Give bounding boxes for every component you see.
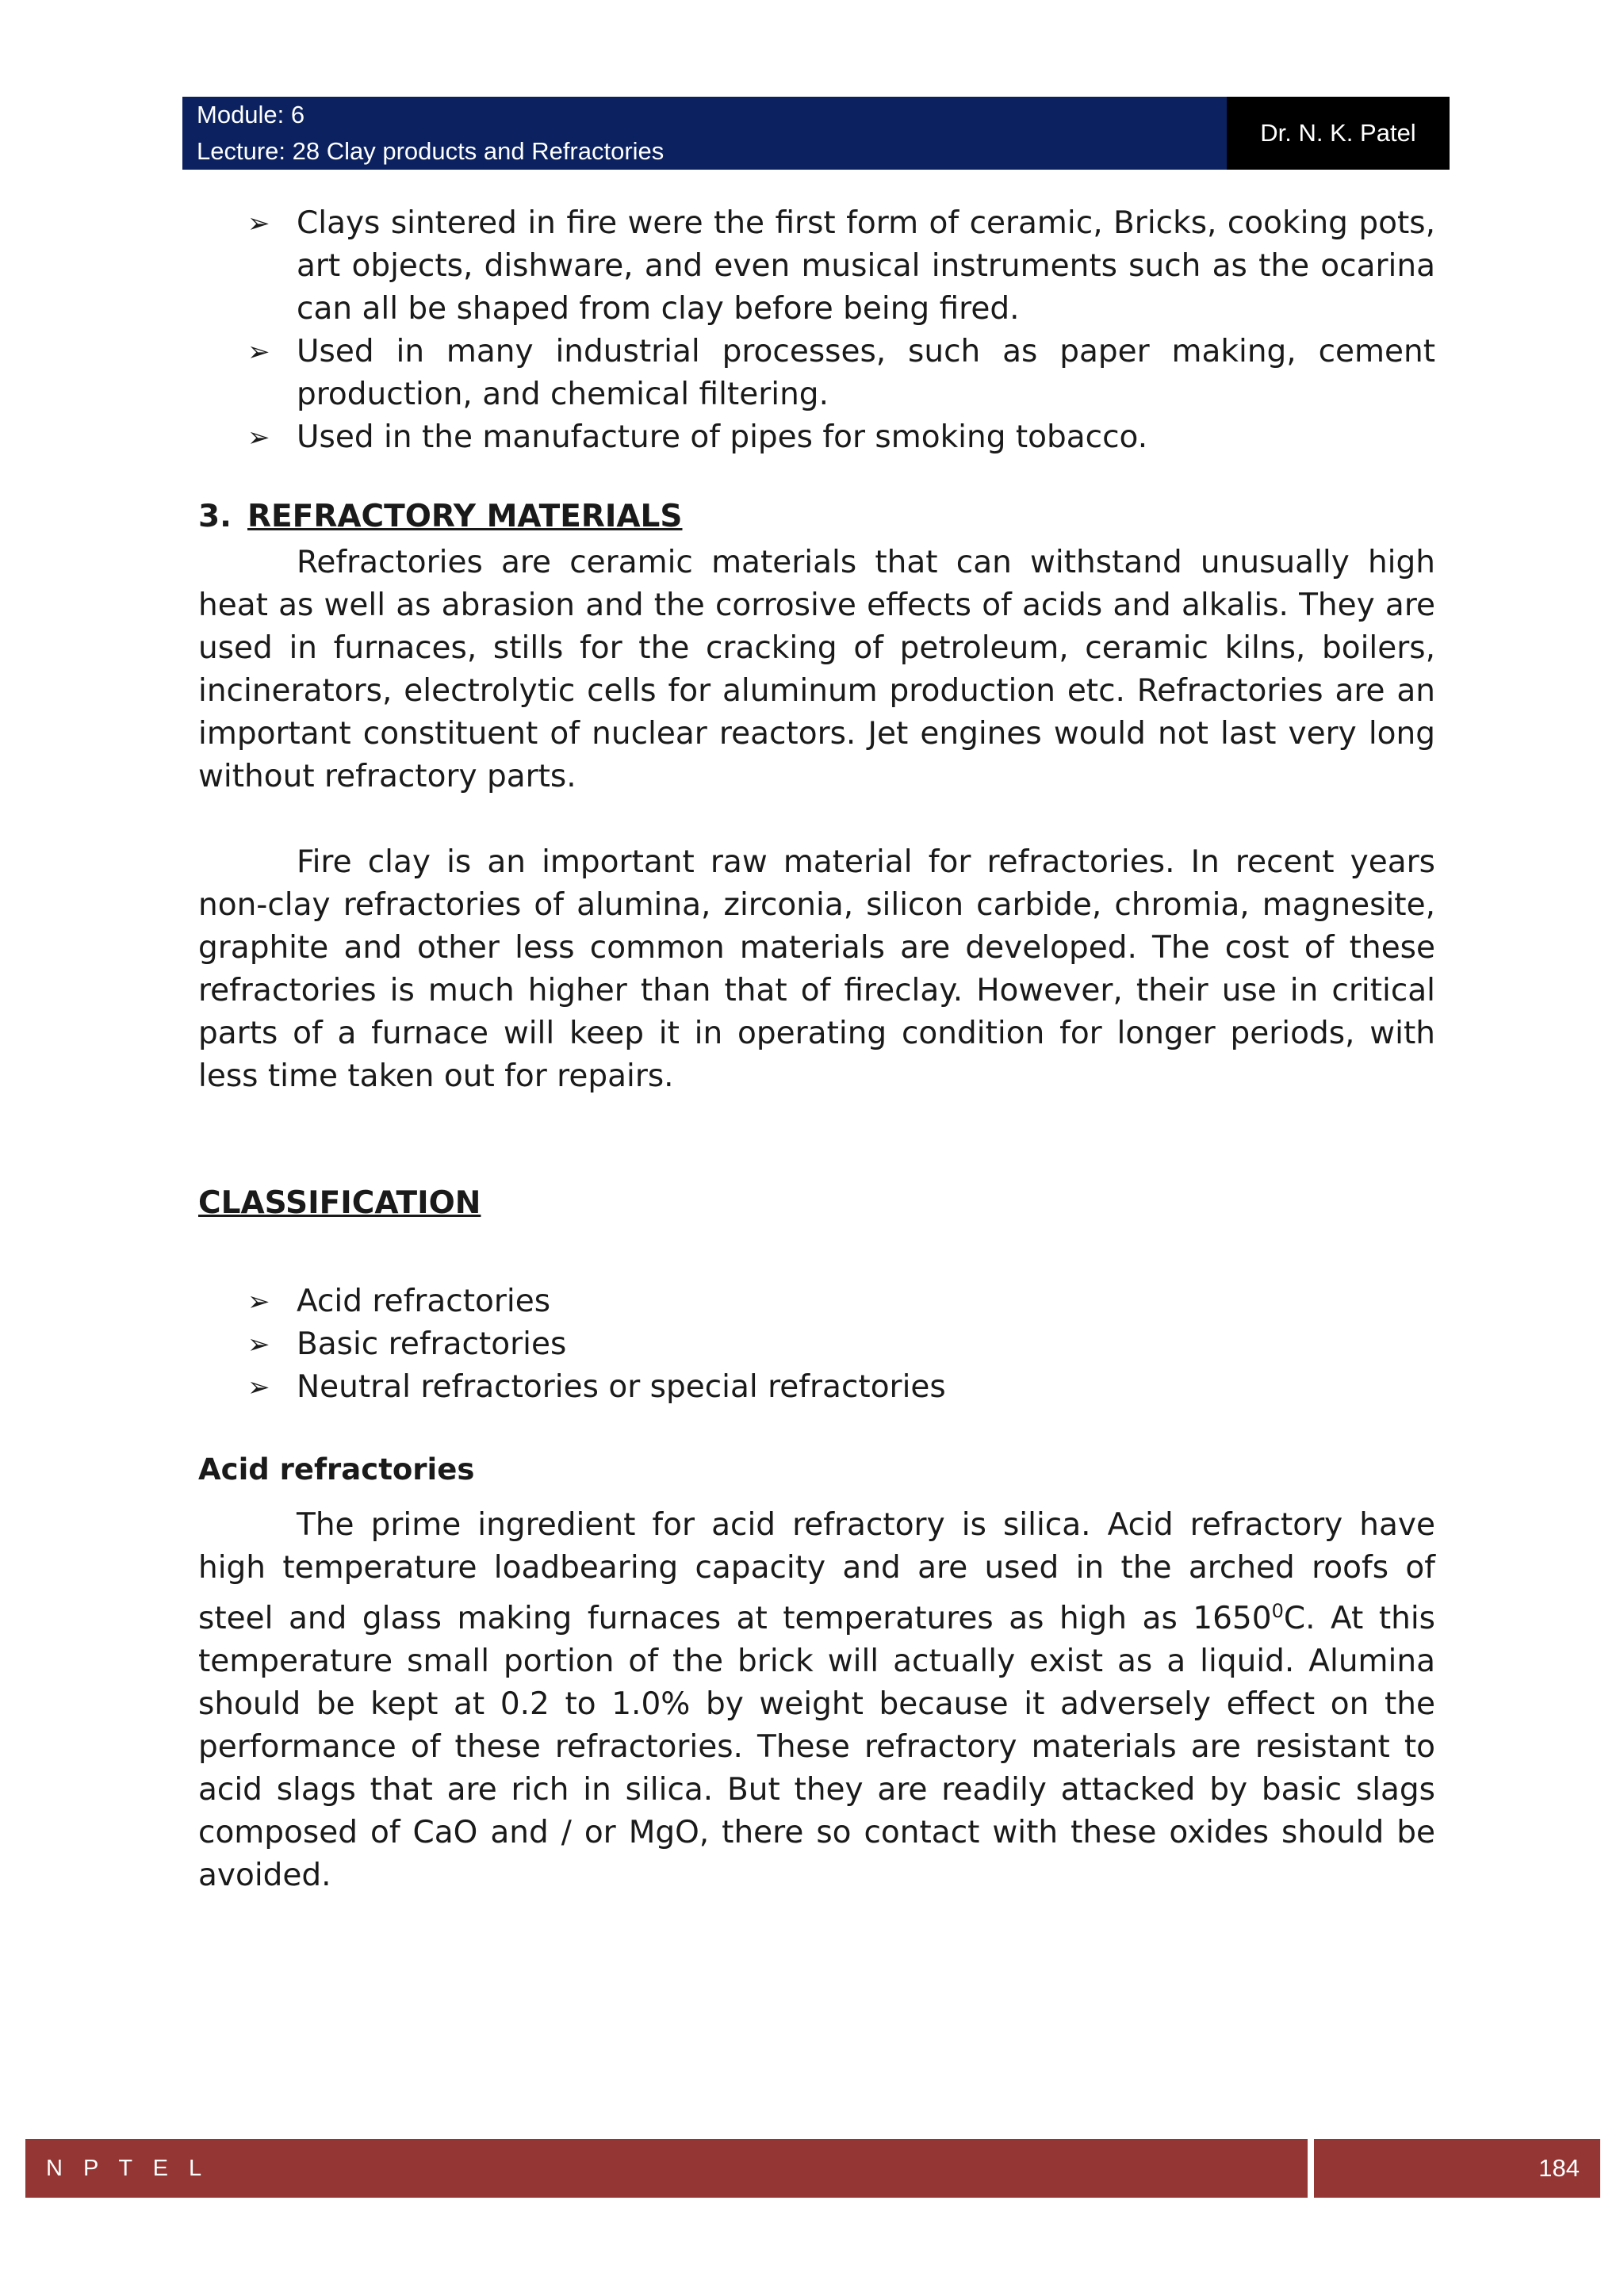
acid-text-part-2: C. At this temperature small portion of the brick will actually exist as a liquid. Alumina should be kept at 0.2 to 1.0% by weight because it adversely effect on the performance of these refractories. These refractory materials are resistant to acid slags that are rich in silica. But they are readily attacked by basic slags composed of CaO and / or MgO, there so contact with these oxides should be avoided. <box>198 1601 1435 1893</box>
arrow-bullet-icon: ➢ <box>247 1286 270 1318</box>
arrow-bullet-icon: ➢ <box>247 422 270 453</box>
degree-superscript: 0 <box>1271 1600 1284 1622</box>
acid-refractories-heading: Acid refractories <box>198 1452 475 1487</box>
list-item <box>198 416 1435 459</box>
footer-label: N P T E L <box>46 2155 209 2181</box>
page-header <box>182 97 1450 170</box>
author-name: Dr. N. K. Patel <box>1260 119 1416 147</box>
list-item <box>198 331 1435 416</box>
arrow-bullet-icon: ➢ <box>247 336 270 368</box>
acid-text-part-1: The prime ingredient for acid refractory is silica. Acid refractory have high temperature loadbearing capacity and are used in the arched roofs of steel and glass making furnaces at temperatures as high as 1650 <box>198 1507 1435 1636</box>
classification-heading <box>198 1182 1435 1225</box>
list-item <box>198 1323 1435 1366</box>
module-label: Module: 6 <box>197 101 305 128</box>
list-item-text: Basic refractories <box>297 1326 567 1362</box>
classification-title-text: CLASSIFICATION <box>198 1185 481 1221</box>
arrow-bullet-icon: ➢ <box>247 1329 270 1360</box>
section-title-text: REFRACTORY MATERIALS <box>247 499 683 534</box>
page-number: 184 <box>1538 2154 1580 2182</box>
paragraph-acid-refractories <box>198 1504 1435 1897</box>
arrow-bullet-icon: ➢ <box>247 208 270 239</box>
author-block <box>1227 97 1450 170</box>
arrow-bullet-icon: ➢ <box>247 1372 270 1403</box>
classification-list <box>198 1280 1435 1409</box>
list-item-text: Neutral refractories or special refractories <box>297 1369 946 1405</box>
page-footer <box>25 2139 1600 2198</box>
list-item-text: Used in the manufacture of pipes for smoking tobacco. <box>297 419 1148 455</box>
paragraph-fire-clay: Fire clay is an important raw material for refractories. In recent years non-clay refractories of alumina, zirconia, silicon carbide, chromia, magnesite, graphite and other less common materials are developed. The cost of these refractories is much higher than that of fireclay. However, their use in critical parts of a furnace will keep it in operating condition for longer periods, with less time taken out for repairs. <box>198 844 1435 1094</box>
list-item-text: Used in many industrial processes, such as paper making, cement production, and chemical filtering. <box>297 334 1435 412</box>
header-title-block <box>182 97 1227 170</box>
section-heading-refractory-materials <box>198 496 1435 538</box>
page-number-block <box>1314 2139 1600 2198</box>
intro-bullet-list <box>198 202 1435 459</box>
paragraph-refractories-intro: Refractories are ceramic materials that can withstand unusually high heat as well as abrasion and the corrosive effects of acids and alkalis. They are used in furnaces, stills for the cracking of petroleum, ceramic kilns, boilers, incinerators, electrolytic cells for aluminum production etc. Refractories are an important constituent of nuclear reactors. Jet engines would not last very long without refractory parts. <box>198 545 1435 794</box>
section-number: 3. <box>198 499 232 534</box>
list-item-text: Acid refractories <box>297 1284 551 1319</box>
lecture-label: Lecture: 28 Clay products and Refractories <box>197 137 665 165</box>
list-item <box>198 1280 1435 1323</box>
footer-divider <box>1308 2139 1314 2198</box>
footer-label-block <box>25 2139 1308 2198</box>
list-item-text: Clays sintered in fire were the first form of ceramic, Bricks, cooking pots, art objects, dishware, and even musical instruments such as the ocarina can all be shaped from clay before being fired. <box>297 205 1435 327</box>
list-item <box>198 202 1435 331</box>
list-item <box>198 1366 1435 1409</box>
page-content <box>198 202 1435 1897</box>
